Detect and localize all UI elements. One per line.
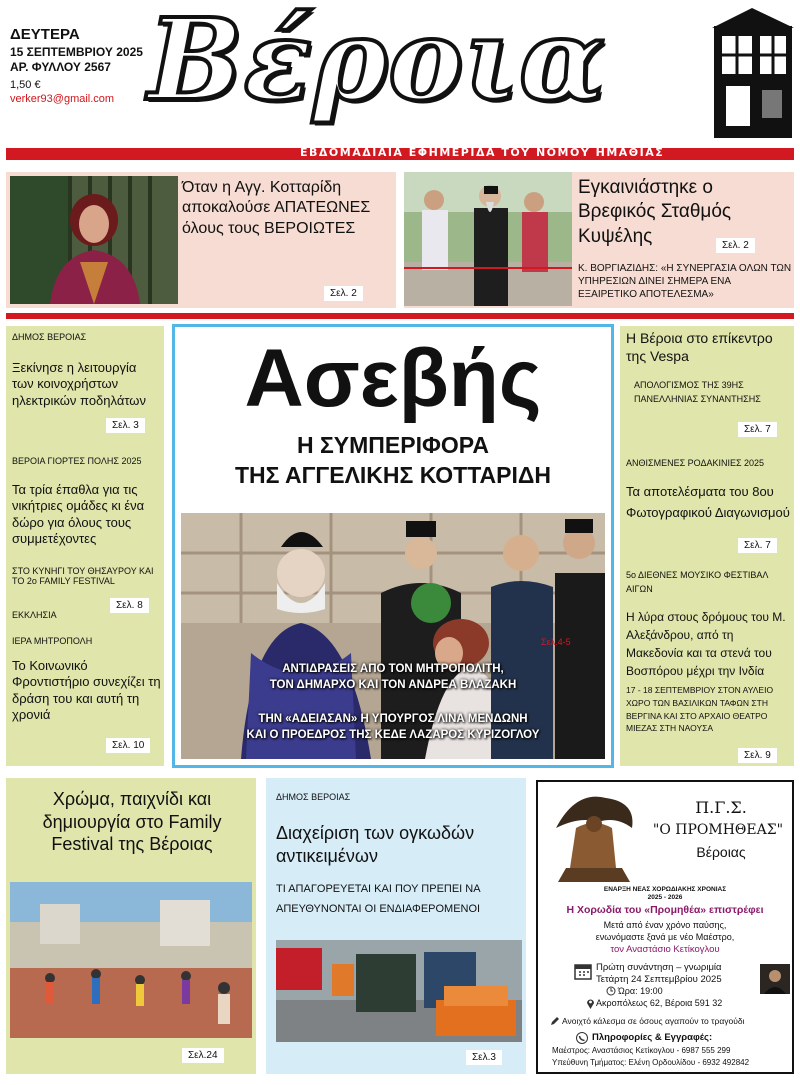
right-column xyxy=(620,326,794,766)
caption-line: ΤΗΝ «ΑΔΕΙΑΣΑΝ» Η ΥΠΟΥΡΓΟΣ ΛΙΝΑ ΜΕΝΔΩΝΗ xyxy=(258,713,528,725)
issue-day: ΔΕΥΤΕΡΑ xyxy=(10,26,80,43)
left-column xyxy=(6,326,164,766)
lead-caption-2 xyxy=(181,711,605,743)
maestro-photo xyxy=(760,964,790,994)
page-ref: Σελ. 2 xyxy=(324,286,363,301)
house-logo-icon xyxy=(712,6,794,140)
bulky-waste-photo xyxy=(276,940,522,1042)
ad-line: Η Χορωδία του «Προμηθέα» επιστρέφει xyxy=(566,904,764,916)
ad-line: Μαέστρος: Αναστάσιος Κετίκογλου - 6987 555 299 xyxy=(552,1046,731,1055)
ad-org: Π.Γ.Σ. xyxy=(695,798,747,817)
story-headline: Διαχείριση των ογκωδών αντικειμένων xyxy=(276,823,475,866)
caption-line: ΚΑΙ Ο ΠΡΟΕΔΡΟΣ ΤΗΣ ΚΕΔΕ ΛΑΖΑΡΟΣ ΚΥΡΙΖΟΓΛΟΥ xyxy=(246,729,540,741)
story-subhead: ΤΙ ΑΠΑΓΟΡΕΥΕΤΑΙ ΚΑΙ ΠΟΥ ΠΡΕΠΕΙ ΝΑ ΑΠΕΥΘΥΝΟΝΤΑΙ ΟΙ ΕΝΔΙΑΦΕΡΟΜΕΝΟΙ xyxy=(276,883,481,915)
ad-line: 2025 - 2026 xyxy=(647,894,683,901)
page-ref: Σελ. 9 xyxy=(738,748,777,763)
prometheus-statue-icon xyxy=(546,788,642,884)
choir-advertisement[interactable] xyxy=(536,780,794,1074)
ad-line: τον Αναστάσιο Κετίκογλου xyxy=(610,944,720,955)
story-headline[interactable]: Τα τρία έπαθλα για τις νικήτριες ομάδες κι ένα δώρο για όλους τους συμμετέχοντες xyxy=(12,482,145,546)
story-headline[interactable]: Η Βέροια στο επίκεντρο της Vespa xyxy=(626,330,773,364)
story-headline[interactable]: Η λύρα στους δρόμους του Μ. Αλεξάνδρου, από τη Μακεδονία και τα στενά του Βοσπόρου μέχρι την Ινδία xyxy=(626,610,786,678)
page-ref: Σελ. 2 xyxy=(716,238,755,253)
page-ref: Σελ. 8 xyxy=(110,598,149,613)
inauguration-photo xyxy=(404,172,572,306)
lead-subhead-line1: Η ΣΥΜΠΕΡΙΦΟΡΑ xyxy=(297,432,489,458)
lead-story[interactable] xyxy=(172,324,614,768)
issue-date: 15 ΣΕΠΤΕΜΒΡΙΟΥ 2025 xyxy=(10,44,143,59)
caption-line: ΑΝΤΙΔΡΑΣΕΙΣ ΑΠΟ ΤΟΝ ΜΗΤΡΟΠΟΛΙΤΗ, xyxy=(282,663,504,675)
phone-icon xyxy=(576,1032,588,1044)
story-headline[interactable]: Τα αποτελέσματα του 8ου Φωτογραφικού Διαγωνισμού xyxy=(626,484,790,520)
lead-caption-1 xyxy=(181,661,605,693)
story-bottom-left[interactable] xyxy=(6,778,256,1074)
page-ref: Σελ. 7 xyxy=(738,538,777,553)
story-kicker: ΒΕΡΟΙΑ ΓΙΟΡΤΕΣ ΠΟΛΗΣ 2025 xyxy=(12,456,142,466)
page-ref: Σελ.24 xyxy=(182,1048,224,1063)
ad-city: Βέροιας xyxy=(696,844,746,860)
ad-line: Πρώτη συνάντηση – γνωριμία xyxy=(596,962,722,973)
story-headline: Χρώμα, παιχνίδι και δημιουργία στο Family Festival της Βέροιας xyxy=(42,789,222,854)
story-subhead: ΑΠΟΛΟΓΙΣΜΟΣ ΤΗΣ 39ΗΣ ΠΑΝΕΛΛΗΝΙΑΣ ΣΥΝΑΝΤΗΣΗΣ xyxy=(634,380,761,405)
story-kicker: ΔΗΜΟΣ ΒΕΡΟΙΑΣ xyxy=(12,332,87,342)
ad-line: Ακροπόλεως 62, Βέροια 591 32 xyxy=(596,998,723,1008)
ad-line: Υπεύθυνη Τμήματος: Ελένη Ορδουλίδου - 6932 492842 xyxy=(552,1058,750,1067)
story-top-right[interactable] xyxy=(404,172,794,308)
ad-line: Ανοιχτό κάλεσμα σε όσους αγαπούν το τραγούδι xyxy=(562,1016,745,1026)
story-kicker: ΔΗΜΟΣ ΒΕΡΟΙΑΣ xyxy=(276,792,351,802)
story-headline[interactable]: Το Κοινωνικό Φροντιστήριο συνεχίζει τη δράση του και αυτή τη χρονιά xyxy=(12,658,161,722)
story-kicker: ΕΚΚΛΗΣΙΑ xyxy=(12,610,57,620)
story-top-left[interactable] xyxy=(6,172,396,308)
location-pin-icon xyxy=(586,998,595,1009)
page-ref: Σελ.3 xyxy=(466,1050,502,1065)
story-kicker: ΙΕΡΑ ΜΗΤΡΟΠΟΛΗ xyxy=(12,636,93,646)
ad-line: ΕΝΑΡΞΗ ΝΕΑΣ ΧΟΡΩΔΙΑΚΗΣ ΧΡΟΝΙΑΣ xyxy=(603,886,727,893)
story-subhead: Κ. ΒΟΡΓΙΑΖΙΔΗΣ: «Η ΣΥΝΕΡΓΑΣΙΑ ΟΛΩΝ ΤΩΝ ΥΠΗΡΕΣΙΩΝ ΔΙΝΕΙ ΣΗΜΕΡΑ ΕΝΑ ΕΞΑΙΡΕΤΙΚΟ ΑΠΟΤΕΛΕΣΜΑ» xyxy=(578,263,792,300)
page-ref: Σελ. 10 xyxy=(106,738,150,753)
issue-price: 1,50 € xyxy=(10,78,41,91)
ad-name: "Ο ΠΡΟΜΗΘΕΑΣ" xyxy=(652,822,784,838)
ad-line: ενωνόμαστε ξανά με νέο Μαέστρο, xyxy=(595,932,735,942)
issue-meta xyxy=(10,26,143,106)
lead-subhead-line2: ΤΗΣ ΑΓΓΕΛΙΚΗΣ ΚΟΤΤΑΡΙΔΗ xyxy=(234,462,552,488)
page-ref: Σελ. 3 xyxy=(106,418,145,433)
story-headline: Όταν η Αγγ. Κοτταρίδη αποκαλούσε ΑΠΑΤΕΩΝΕΣ όλους τους ΒΕΡΟΙΩΤΕΣ xyxy=(182,179,371,237)
story-kicker: 5ο ΔΙΕΘΝΕΣ ΜΟΥΣΙΚΟ ΦΕΣΤΙΒΑΛ ΑΙΓΩΝ xyxy=(626,570,768,595)
issue-number: ΑΡ. ΦΥΛΛΟΥ 2567 xyxy=(10,59,111,74)
ad-line: Τετάρτη 24 Σεπτεμβρίου 2025 xyxy=(596,974,722,985)
caption-line: ΤΟΝ ΔΗΜΑΡΧΟ ΚΑΙ ΤΟΝ ΑΝΔΡΕΑ ΒΛΑΖΑΚΗ xyxy=(269,679,517,691)
contact-email[interactable]: verker93@gmail.com xyxy=(10,92,115,105)
story-bottom-middle[interactable] xyxy=(266,778,526,1074)
story-kicker: ΑΝΘΙΣΜΕΝΕΣ ΡΟΔΑΚΙΝΙΕΣ 2025 xyxy=(626,458,765,468)
ad-line: Ώρα: 19:00 xyxy=(618,986,663,996)
pencil-icon xyxy=(550,1016,560,1026)
ad-line: Πληροφορίες & Εγγραφές: xyxy=(592,1032,713,1043)
festival-photo xyxy=(10,882,252,1038)
masthead-tagline: ΕΒΔΟΜΑΔΙΑΙΑ ΕΦΗΜΕΡΙΔΑ ΤΟΥ ΝΟΜΟΥ ΗΜΑΘΙΑΣ xyxy=(300,146,665,159)
story-kicker: ΣΤΟ ΚΥΝΗΓΙ ΤΟΥ ΘΗΣΑΥΡΟΥ ΚΑΙ ΤΟ 2ο FAMILY FESTIVAL xyxy=(12,566,154,586)
masthead-title: Βέροια xyxy=(148,0,607,126)
calendar-icon xyxy=(574,962,592,980)
story-subhead: 17 - 18 ΣΕΠΤΕΜΒΡΙΟΥ ΣΤΟΝ ΑΥΛΕΙΟ ΧΩΡΟ ΤΩΝ ΒΑΣΙΛΙΚΩΝ ΤΑΦΩΝ ΣΤΗ ΒΕΡΓΙΝΑ ΚΑΙ ΣΤΟ ΑΡΧΑΙΟ ΘΕΑΤΡΟ ΜΙΕΖΑΣ ΣΤΗ ΝΑΟΥΣΑ xyxy=(626,685,774,734)
story-headline: Εγκαινιάστηκε ο Βρεφικός Σταθμός Κυψέλης xyxy=(578,177,732,247)
page-ref: Σελ. 7 xyxy=(738,422,777,437)
portrait-photo xyxy=(10,176,178,304)
section-divider xyxy=(6,313,794,319)
clock-icon xyxy=(606,986,616,996)
lead-headline: Ασεβής xyxy=(244,333,542,424)
ad-line: Μετά από έναν χρόνο παύσης, xyxy=(603,920,727,930)
story-headline[interactable]: Ξεκίνησε η λειτουργία των κοινοχρήστων ηλεκτρικών ποδηλάτων xyxy=(12,360,146,408)
lead-page-ref: Σελ.4-5 xyxy=(541,637,571,647)
